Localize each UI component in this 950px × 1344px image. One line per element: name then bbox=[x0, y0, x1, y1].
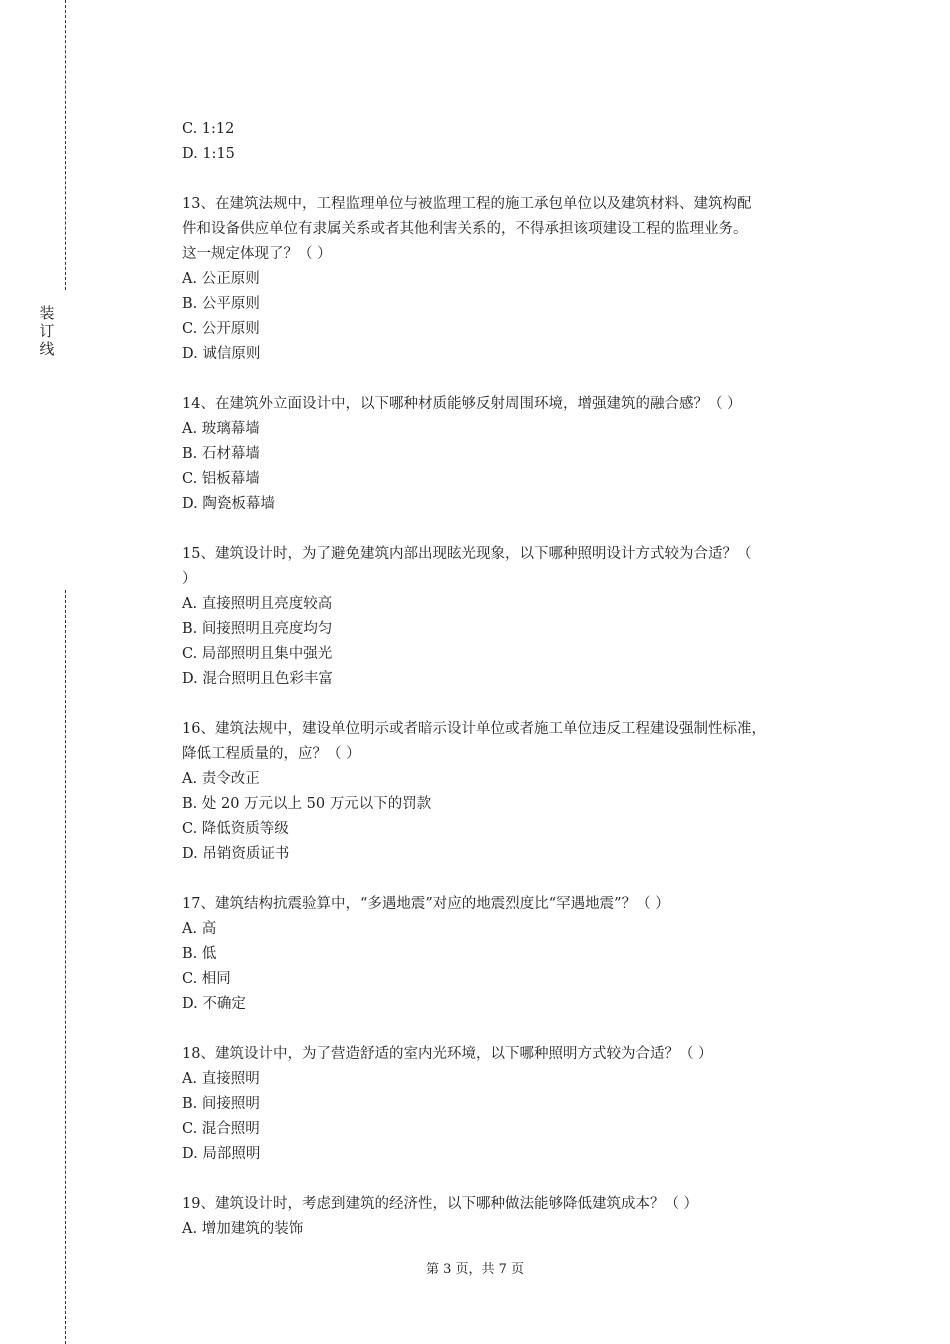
option: B. 间接照明 bbox=[182, 1096, 260, 1112]
option: B. 公平原则 bbox=[182, 296, 260, 312]
question-stem: 降低工程质量的，应？（ ） bbox=[182, 746, 361, 762]
option: A. 直接照明 bbox=[182, 1071, 260, 1087]
binding-label-char: 线 bbox=[39, 340, 55, 358]
question-13 bbox=[182, 192, 842, 367]
option: D. 不确定 bbox=[182, 996, 246, 1012]
question-stem: 件和设备供应单位有隶属关系或者其他利害关系的，不得承担该项建设工程的监理业务。 bbox=[182, 221, 748, 237]
option: D. 混合照明且色彩丰富 bbox=[182, 671, 333, 687]
binding-dashed-line-top bbox=[65, 0, 66, 290]
option: A. 玻璃幕墙 bbox=[182, 421, 260, 437]
question-stem: 13、在建筑法规中，工程监理单位与被监理工程的施工承包单位以及建筑材料、建筑构配 bbox=[182, 196, 752, 212]
option: D. 1:15 bbox=[182, 146, 235, 162]
option: C. 局部照明且集中强光 bbox=[182, 646, 333, 662]
option: C. 1:12 bbox=[182, 121, 235, 137]
question-stem: 这一规定体现了？（ ） bbox=[182, 246, 332, 262]
question-19 bbox=[182, 1192, 842, 1242]
question-14 bbox=[182, 392, 842, 517]
question-18 bbox=[182, 1042, 842, 1167]
option: B. 间接照明且亮度均匀 bbox=[182, 621, 333, 637]
option: B. 处 20 万元以上 50 万元以下的罚款 bbox=[182, 796, 432, 812]
binding-label-char: 订 bbox=[39, 322, 55, 340]
binding-dashed-line-bottom bbox=[65, 590, 66, 1344]
option: B. 石材幕墙 bbox=[182, 446, 260, 462]
question-12-tail bbox=[182, 117, 842, 167]
question-stem: 18、建筑设计中，为了营造舒适的室内光环境，以下哪种照明方式较为合适？（ ） bbox=[182, 1046, 713, 1062]
option: C. 公开原则 bbox=[182, 321, 260, 337]
question-stem: 15、建筑设计时，为了避免建筑内部出现眩光现象，以下哪种照明设计方式较为合适？（ bbox=[182, 546, 752, 562]
question-stem: ） bbox=[182, 571, 197, 587]
option: A. 直接照明且亮度较高 bbox=[182, 596, 333, 612]
option: C. 铝板幕墙 bbox=[182, 471, 260, 487]
option: B. 低 bbox=[182, 946, 217, 962]
page-number-footer: 第 3 页，共 7 页 bbox=[425, 1262, 525, 1277]
option: A. 增加建筑的装饰 bbox=[182, 1221, 304, 1237]
option: C. 相同 bbox=[182, 971, 231, 987]
option: C. 混合照明 bbox=[182, 1121, 260, 1137]
option: D. 吊销资质证书 bbox=[182, 846, 290, 862]
option: D. 陶瓷板幕墙 bbox=[182, 496, 275, 512]
binding-label-char: 装 bbox=[39, 304, 55, 322]
question-stem: 14、在建筑外立面设计中，以下哪种材质能够反射周围环境，增强建筑的融合感？（ ） bbox=[182, 396, 742, 412]
option: A. 责令改正 bbox=[182, 771, 260, 787]
binding-label bbox=[37, 304, 57, 358]
page-content bbox=[182, 117, 842, 1267]
question-stem: 17、建筑结构抗震验算中，“多遇地震”对应的地震烈度比“罕遇地震”？（ ） bbox=[182, 896, 670, 912]
option: D. 局部照明 bbox=[182, 1146, 261, 1162]
option: D. 诚信原则 bbox=[182, 346, 261, 362]
question-16 bbox=[182, 717, 842, 867]
question-15 bbox=[182, 542, 842, 692]
question-17 bbox=[182, 892, 842, 1017]
option: A. 公正原则 bbox=[182, 271, 260, 287]
question-stem: 19、建筑设计时，考虑到建筑的经济性，以下哪种做法能够降低建筑成本？（ ） bbox=[182, 1196, 699, 1212]
option: A. 高 bbox=[182, 921, 217, 937]
question-stem: 16、建筑法规中，建设单位明示或者暗示设计单位或者施工单位违反工程建设强制性标准， bbox=[182, 721, 766, 737]
option: C. 降低资质等级 bbox=[182, 821, 289, 837]
